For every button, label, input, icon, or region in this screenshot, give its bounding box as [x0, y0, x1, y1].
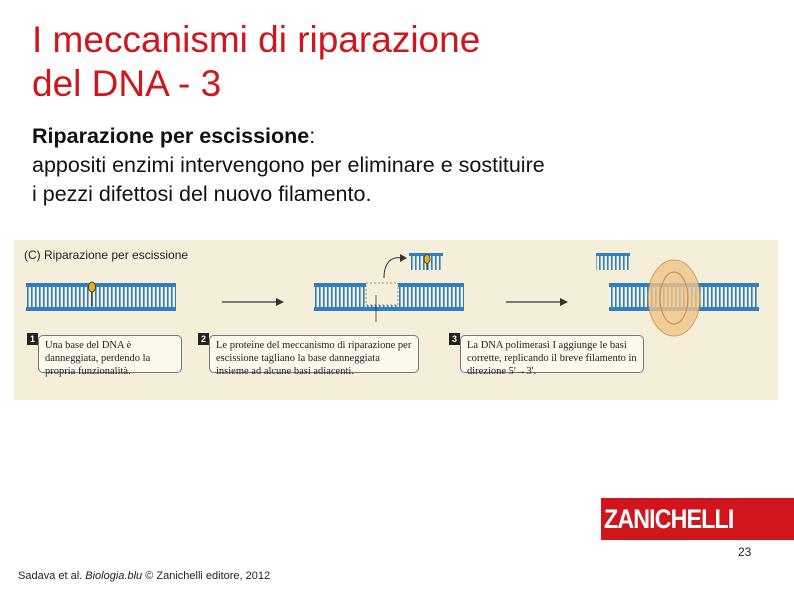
body-line-term — [32, 122, 752, 151]
source-authors: Sadava et al. — [18, 570, 86, 582]
body-line-1: appositi enzimi intervengono per eliminare e sostituire — [32, 153, 545, 177]
step-1-caption — [29, 334, 182, 377]
step-2-caption — [200, 334, 419, 377]
source-book-title: Biologia.blu — [85, 570, 143, 582]
body-line-2: i pezzi difettosi del nuovo filamento. — [32, 182, 372, 206]
slide-body — [32, 122, 752, 209]
dna-helix-excised — [314, 281, 464, 322]
arrow-right-icon — [506, 298, 568, 306]
step-number: 1 — [27, 333, 38, 345]
zanichelli-logo — [601, 498, 794, 540]
figure-title: (C) Riparazione per escissione — [24, 248, 189, 262]
step-number: 3 — [449, 333, 460, 345]
slide-title-line-1: I meccanismi di riparazione — [32, 19, 481, 60]
step-text: Le proteine del meccanismo di riparazione per escissione tagliano la base danneggiata insieme ad alcune basi adiacenti. — [209, 335, 419, 373]
body-colon: : — [309, 124, 316, 148]
step-3-caption — [451, 334, 644, 377]
slide-title — [32, 18, 480, 106]
excision-repair-figure — [14, 240, 778, 400]
body-term: Riparazione per escissione — [32, 124, 310, 148]
free-nucleotides — [596, 253, 630, 270]
dna-helix-damaged — [26, 282, 176, 311]
source-publisher: © Zanichelli editore, 2012 — [142, 570, 271, 582]
excised-fragment — [384, 253, 443, 278]
page-number: 23 — [738, 545, 752, 559]
step-text: La DNA polimerasi I aggiunge le basi corrette, replicando il breve filamento in direzione 5'→3'. — [460, 335, 644, 373]
source-credit — [18, 570, 270, 582]
step-text: Una base del DNA è danneggiata, perdendo la propria funzionalità. — [38, 335, 182, 373]
step-number: 2 — [198, 333, 209, 345]
logo-text: ZANICHELLI — [604, 504, 734, 534]
arrow-right-icon — [222, 298, 284, 306]
dna-polymerase-enzyme — [648, 260, 700, 336]
slide-title-line-2: del DNA - 3 — [32, 63, 222, 104]
